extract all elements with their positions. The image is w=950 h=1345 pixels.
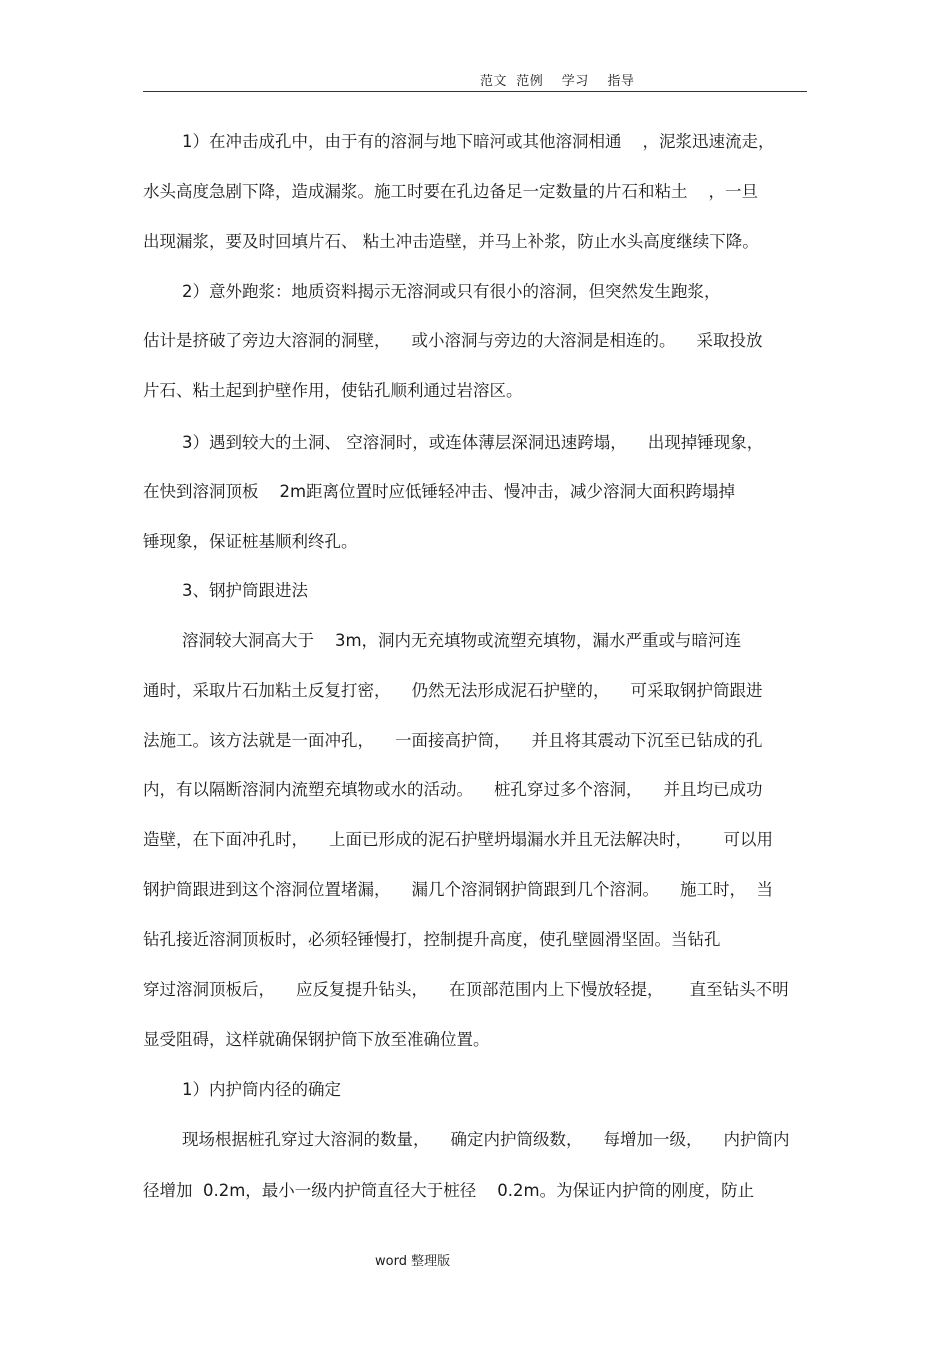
paragraph-line: 径增加 0.2m，最小一级内护筒直径大于桩径 0.2m。为保证内护筒的刚度，防止	[143, 1181, 755, 1200]
paragraph-line: 法施工。该方法就是一面冲孔， 一面接高护筒， 并且将其震动下沉至已钻成的孔	[143, 731, 763, 750]
paragraph-line: 片石、粘土起到护壁作用，使钻孔顺利通过岩溶区。	[143, 381, 523, 400]
paragraph-line: 锤现象，保证桩基顺利终孔。	[143, 532, 358, 551]
paragraph-line: 出现漏浆，要及时回填片石、 粘土冲击造壁，并马上补浆，防止水头高度继续下降。	[143, 232, 759, 251]
paragraph-line: 在快到溶洞顶板 2m距离位置时应低锤轻冲击、慢冲击，减少溶洞大面积跨塌掉	[143, 482, 736, 501]
paragraph-line: 估计是挤破了旁边大溶洞的洞壁， 或小溶洞与旁边的大溶洞是相连的。 采取投放	[143, 331, 763, 350]
section-heading: 3、钢护筒跟进法	[182, 581, 308, 600]
paragraph-line: 穿过溶洞顶板后， 应反复提升钻头， 在顶部范围内上下慢放轻提， 直至钻头不明	[143, 980, 789, 999]
paragraph-line: 造壁，在下面冲孔时， 上面已形成的泥石护壁坍塌漏水并且无法解决时， 可以用	[143, 830, 773, 849]
paragraph-line: 通时，采取片石加粘土反复打密， 仍然无法形成泥石护壁的， 可采取钢护筒跟进	[143, 681, 763, 700]
paragraph-line: 1）在冲击成孔中，由于有的溶洞与地下暗河或其他溶洞相通 ，泥浆迅速流走，	[182, 132, 775, 151]
page-footer: word 整理版	[375, 1254, 451, 1269]
paragraph-line: 3）遇到较大的土洞、 空溶洞时，或连体薄层深洞迅速跨塌， 出现掉锤现象，	[182, 433, 764, 452]
paragraph-line: 溶洞较大洞高大于 3m，洞内无充填物或流塑充填物，漏水严重或与暗河连	[182, 631, 742, 650]
paragraph-line: 2）意外跑浆：地质资料揭示无溶洞或只有很小的溶洞，但突然发生跑浆，	[182, 282, 721, 301]
section-heading: 1）内护筒内径的确定	[182, 1080, 341, 1099]
header-divider	[143, 91, 807, 92]
page-header: 范文 范例 学习 指导	[480, 74, 635, 89]
paragraph-line: 钢护筒跟进到这个溶洞位置堵漏， 漏几个溶洞钢护筒跟到几个溶洞。 施工时， 当	[143, 880, 773, 899]
paragraph-line: 显受阻碍，这样就确保钢护筒下放至准确位置。	[143, 1030, 490, 1049]
paragraph-line: 钻孔接近溶洞顶板时，必须轻锤慢打，控制提升高度，使孔壁圆滑坚固。当钻孔	[143, 930, 721, 949]
paragraph-line: 现场根据桩孔穿过大溶洞的数量， 确定内护筒级数， 每增加一级， 内护筒内	[182, 1130, 790, 1149]
paragraph-line: 水头高度急剧下降，造成漏浆。施工时要在孔边备足一定数量的片石和粘土 ，一旦	[143, 182, 758, 201]
paragraph-line: 内，有以隔断溶洞内流塑充填物或水的活动。 桩孔穿过多个溶洞， 并且均已成功	[143, 780, 763, 799]
